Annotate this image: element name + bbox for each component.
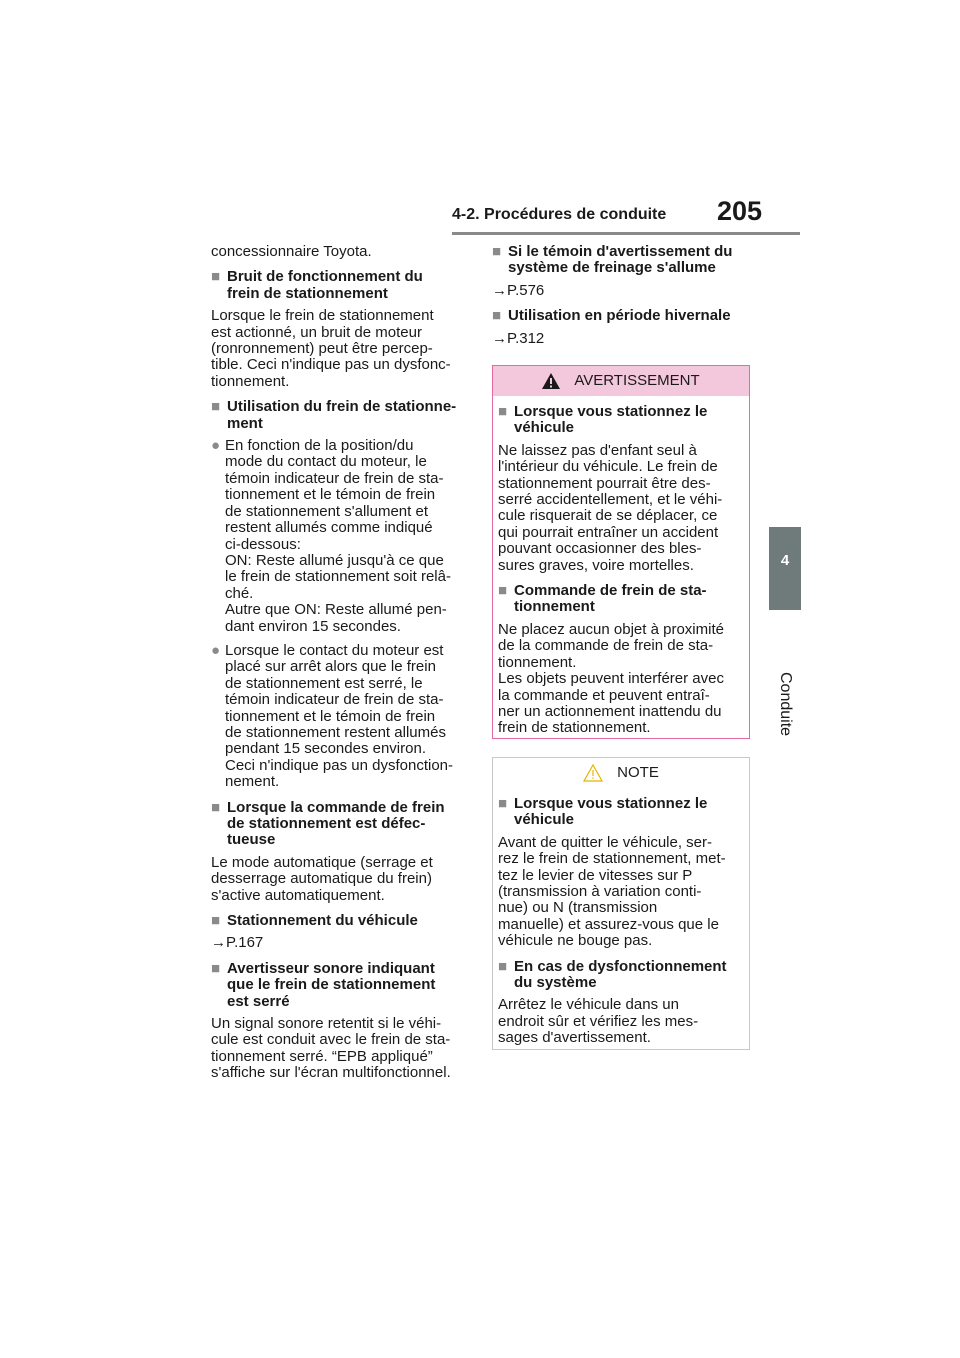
heading-brake-warning-light: ■ Si le témoin d'avertissement du système de freinage s'allume [492, 243, 733, 277]
square-bullet-icon: ■ [211, 912, 221, 930]
paragraph: Le mode automatique (serrage et desserrage automatique du frein) s'active automatiquement. [211, 853, 433, 904]
page-reference[interactable]: →P.167 [211, 934, 264, 952]
chapter-number: 4 [780, 552, 790, 569]
heading-brake-switch: ■ Commande de frein de sta- tionnement [498, 582, 707, 616]
intro-text: concessionnaire Toyota. [211, 243, 372, 260]
square-bullet-icon: ■ [498, 795, 508, 812]
list-item: ● En fonction de la position/du mode du contact du moteur, le témoin indicateur de frein de sta- tionnement et le témoin de frein de stationnement s'allument et restent allumés comme indiqué ci-dessous: ON: Reste allumé jusqu'à ce que le frein de stationnement soit relâ- ché. Autre que ON: Reste allumé pen- dant environ 15 secondes. [211, 437, 451, 635]
square-bullet-icon: ■ [498, 957, 508, 975]
page-reference[interactable]: →P.576 [492, 281, 545, 299]
paragraph: Lorsque le frein de stationnement est actionné, un bruit de moteur (ronronnement) peut être percep- tible. Ceci n'indique pas un dysfonc- tionnement. [211, 307, 451, 390]
round-bullet-icon: ● [211, 437, 221, 455]
heading-switch-malfunction: ■ Lorsque la commande de frein de stationnement est défec- tueuse [211, 798, 445, 849]
heading-parking-brake-use: ■ Utilisation du frein de stationne- ment [211, 398, 457, 432]
heading-parking-brake-noise: ■ Bruit de fonctionnement du frein de stationnement [211, 268, 423, 302]
heading-winter-use: ■ Utilisation en période hivernale [492, 307, 731, 325]
heading-parking-vehicle: ■ Stationnement du véhicule [211, 912, 418, 930]
round-bullet-icon: ● [211, 641, 221, 659]
warning-title: AVERTISSEMENT [574, 371, 700, 389]
heading-system-malfunction: ■ En cas de dysfonctionnement du système [498, 957, 727, 992]
left-column [211, 244, 467, 1090]
paragraph: Arrêtez le véhicule dans un endroit sûr et vérifiez les mes- sages d'avertissement. [498, 996, 699, 1047]
note-title: NOTE [617, 763, 659, 781]
caution-outline-icon [583, 764, 603, 782]
header-rule [452, 232, 800, 235]
paragraph: Avant de quitter le véhicule, ser- rez le frein de stationnement, met- tez le levier de vitesses sur P (transmission à variation conti- nue) ou N (transmission manuelle) et assurez-vous que le véhicule ne bouge pas. [498, 833, 726, 950]
heading-parking-child: ■ Lorsque vous stationnez le véhicule [498, 403, 708, 437]
warning-box [492, 365, 750, 739]
page-number: 205 [717, 196, 763, 226]
paragraph: Un signal sonore retentit si le véhi- cule est conduit avec le frein de sta- tionnement serré. “EPB appliqué” s'affiche sur l'écran multifonctionnel. [211, 1015, 451, 1082]
page-reference[interactable]: →P.312 [492, 329, 545, 347]
square-bullet-icon: ■ [498, 582, 508, 600]
warning-triangle-icon [542, 373, 560, 389]
note-header [493, 758, 749, 788]
heading-parking-note: ■ Lorsque vous stationnez le véhicule [498, 795, 708, 829]
warning-header [493, 366, 749, 396]
square-bullet-icon: ■ [492, 243, 502, 260]
square-bullet-icon: ■ [211, 268, 221, 286]
section-title: 4-2. Procédures de conduite [452, 206, 667, 223]
square-bullet-icon: ■ [498, 403, 508, 420]
list-item: ● Lorsque le contact du moteur est placé sur arrêt alors que le frein de stationnement est serré, le témoin indicateur de frein de sta- tionnement et le témoin de frein de stationnement restent allumés pendant 15 secondes environ. Ceci n'indique pas un dysfonction- nement. [211, 641, 454, 791]
square-bullet-icon: ■ [211, 798, 221, 816]
square-bullet-icon: ■ [211, 959, 221, 977]
heading-buzzer: ■ Avertisseur sonore indiquant que le frein de stationnement est serré [211, 959, 436, 1010]
paragraph: Ne placez aucun objet à proximité de la commande de frein de sta- tionnement. Les objets peuvent interférer avec la commande et peuvent entraî- ner un actionnement inattendu du frein de stationnement. [498, 620, 724, 737]
chapter-label: Conduite [777, 672, 794, 737]
square-bullet-icon: ■ [211, 398, 221, 416]
right-column [492, 244, 752, 355]
square-bullet-icon: ■ [492, 307, 502, 325]
paragraph: Ne laissez pas d'enfant seul à l'intérieur du véhicule. Le frein de stationnement pourrait être des- serré accidentellement, et le véhi- cule risquerait de se déplacer, ce qui pourrait entraîner un accident pouvant occasionner des bles- sures graves, voire mortelles. [498, 441, 723, 574]
note-box [492, 757, 750, 1050]
